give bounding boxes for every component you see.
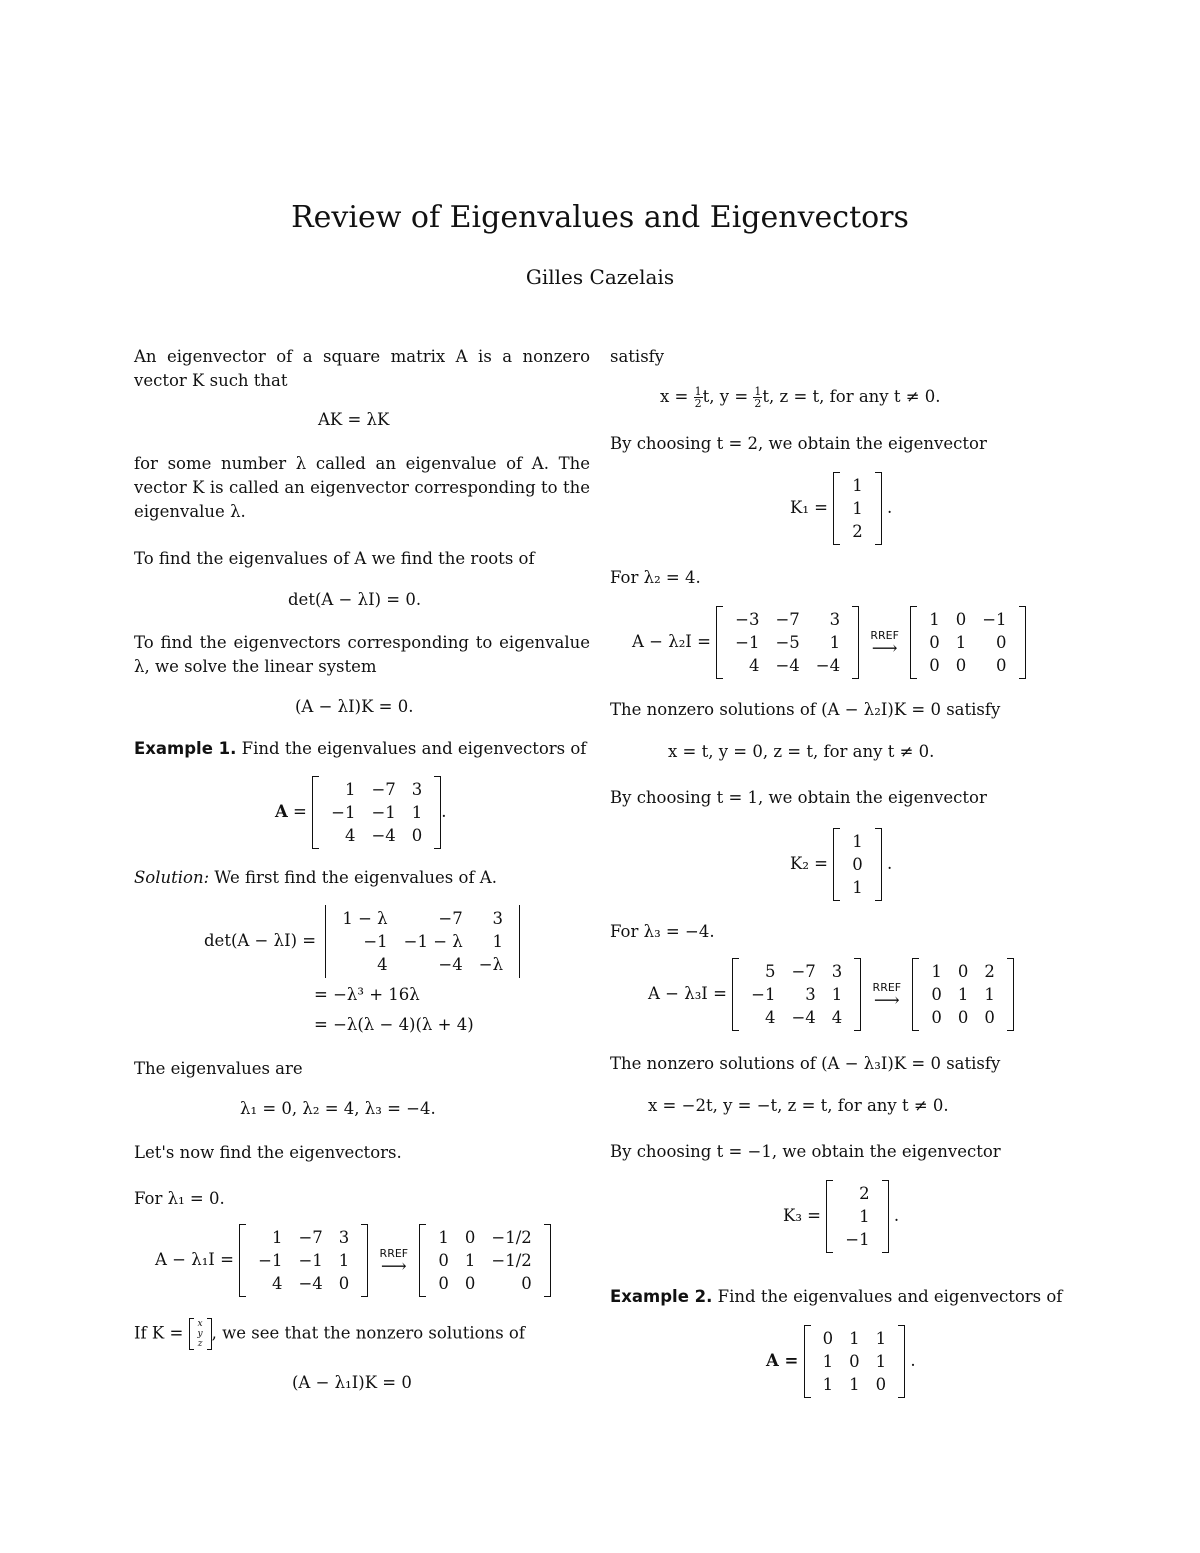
vector-k1 [833,472,882,545]
rref-lambda-1 [155,1224,551,1297]
author: Gilles Cazelais [525,265,675,289]
if-k-line: If K = x y z , we see that the nonzero solutions of [134,1319,525,1349]
det-matrix [321,905,524,978]
matrix-cell: 3 [829,610,841,629]
solution-2: x = t, y = 0, z = t, for any t ≠ 0. [668,742,935,761]
satisfy-text: satisfy [610,347,665,366]
matrix-cell: 5 [764,962,776,981]
rref-arrow: RREF ⟶ [379,1246,409,1277]
matrix-cell: 1 [852,832,863,851]
matrix-cell: −1 [845,1230,870,1249]
matrix-cell: 0 [957,1008,969,1027]
matrix-a-minus-l3 [732,958,861,1031]
matrix-cell: 2 [984,962,995,981]
matrix-cell: −1 [982,610,1007,629]
solution-paragraph [134,866,590,890]
matrix-cell: 0 [338,1274,350,1293]
matrix-cell: 0 [931,985,942,1004]
matrix-cell: 1 [852,476,863,495]
paragraph-definition: An eigenvector of a square matrix A is a nonzero vector K such that [134,347,590,390]
paragraph-eigenvalue: for some number λ called an eigenvalue of A. The vector K is called an eigenvector corresponding to the eigenvalue λ. [134,454,590,521]
matrix-cell: 4 [377,955,388,974]
matrix-cell: 1 [875,1329,887,1348]
matrix-cell: 1 [849,1375,860,1394]
matrix-cell: 0 [931,1008,942,1027]
paragraph-eigenvalues-are: The eigenvalues are [134,1059,303,1078]
matrix-cell: 1 [955,633,967,652]
matrix-cell: −1 − λ [403,932,463,951]
for-lambda-2: For λ₂ = 4. [610,568,701,587]
paragraph-find-eigenvalues: To find the eigenvalues of A we find the roots of [134,549,535,568]
equation-det: det(A − λI) = 0. [288,590,422,609]
example-1 [134,737,590,761]
matrix-a2-equation: A = 0 1 1 1 0 1 1 1 0 . [766,1325,916,1398]
matrix-cell: 1 [464,1251,476,1270]
matrix-cell: 0 [438,1274,449,1293]
matrix-cell: 4 [831,1008,843,1027]
k2-equation: K₂ = 1 0 1 . [790,828,892,901]
choose-t-1: By choosing t = 1, we obtain the eigenvector [610,788,987,807]
matrix-cell: 3 [831,962,843,981]
matrix-cell: 2 [859,1184,870,1203]
matrix-cell: 1 [831,985,843,1004]
matrix-cell: 4 [748,656,760,675]
matrix-cell: −7 [791,962,816,981]
matrix-cell: −5 [775,633,800,652]
matrix-cell: z [197,1339,203,1349]
example-1-text: Find the eigenvalues and eigenvectors of [241,739,587,758]
matrix-rref-2 [910,606,1025,679]
matrix-cell: 0 [955,656,967,675]
solution-text: We first find the eigenvalues of A. [214,868,497,887]
matrix-cell: 1 [859,1207,870,1226]
matrix-cell: 0 [438,1251,449,1270]
matrix-cell: 0 [929,656,940,675]
matrix-cell: 1 [852,878,863,897]
det-lhs: det(A − λI) = [204,931,317,950]
matrix-cell: −1 [298,1251,323,1270]
matrix-cell: −4 [791,1008,816,1027]
matrix-cell: −7 [775,610,800,629]
nonzero-solutions-2: The nonzero solutions of (A − λ₂I)K = 0 satisfy [610,700,1001,719]
matrix-cell: 0 [849,1352,860,1371]
k3-equation: K₃ = 2 1 −1 . [783,1180,899,1253]
matrix-cell: 1 [849,1329,860,1348]
solution-label: Solution: [134,868,210,887]
matrix-rref-3 [912,958,1014,1031]
vector-k2 [833,828,882,901]
paragraph-find-eigenvectors: To find the eigenvectors corresponding to eigenvalue λ, we solve the linear system [134,633,590,676]
m1-lhs: A − λ₁I = [155,1250,234,1269]
matrix-cell: 4 [344,826,356,845]
matrix-cell: −1/2 [491,1251,532,1270]
matrix-cell: −4 [815,656,841,675]
page-title: Review of Eigenvalues and Eigenvectors [291,200,909,235]
matrix-cell: 1 [931,962,942,981]
matrix-cell: 0 [929,633,940,652]
matrix-a-minus-l1 [239,1224,368,1297]
matrix-cell: 0 [957,962,969,981]
matrix-cell: −4 [298,1274,323,1293]
example-2 [610,1285,1070,1309]
matrix-cell: −1 [735,633,760,652]
matrix-cell: −1 [363,932,388,951]
matrix-cell: −1 [751,985,776,1004]
matrix-cell: −7 [298,1228,323,1247]
matrix-cell: 1 [875,1352,887,1371]
choose-t-minus-1: By choosing t = −1, we obtain the eigenvector [610,1142,1001,1161]
nonzero-solutions-3: The nonzero solutions of (A − λ₃I)K = 0 satisfy [610,1054,1001,1073]
determinant-expansion [204,905,524,978]
matrix-a-minus-l2 [716,606,859,679]
matrix-cell: 1 [822,1375,834,1394]
example-2-text: Find the eigenvalues and eigenvectors of [717,1287,1063,1306]
matrix-cell: 1 [929,610,940,629]
matrix-cell: 1 [271,1228,283,1247]
matrix-cell: −1 [371,803,396,822]
matrix-cell: 0 [996,656,1007,675]
matrix-a [312,776,441,849]
matrix-cell: −4 [371,826,396,845]
matrix-cell: −7 [438,909,463,928]
matrix-a2 [804,1325,906,1398]
matrix-cell: 4 [271,1274,283,1293]
matrix-cell: 0 [464,1274,476,1293]
matrix-cell: 0 [822,1329,834,1348]
matrix-cell: 3 [492,909,504,928]
equation-system: (A − λI)K = 0. [295,697,414,716]
solution-1: x = $\frac{1}{2}$ t, y = $\frac{1}{2}$ t, z = t, for any t ≠ 0. [660,385,941,410]
matrix-cell: 0 [984,1008,995,1027]
matrix-cell: 0 [852,855,863,874]
rref-lambda-3: A − λ₃I = 5 −7 3 −1 3 1 4 −4 4 RREF ⟶ 1 0 2 0 1 1 0 0 0 [648,958,1014,1031]
matrix-cell: 4 [764,1008,776,1027]
matrix-cell: 1 − λ [342,909,388,928]
matrix-cell: −λ [478,955,504,974]
matrix-cell: 1 [344,780,356,799]
matrix-cell: 1 [338,1251,350,1270]
matrix-cell: −7 [371,780,396,799]
matrix-cell: x [197,1319,203,1329]
equation-l1: (A − λ₁I)K = 0 [292,1373,412,1392]
matrix-cell: −4 [775,656,800,675]
matrix-cell: 1 [984,985,995,1004]
matrix-cell: 1 [492,932,504,951]
matrix-cell: 3 [805,985,816,1004]
equation-ak: AK = λK [318,410,390,429]
choose-t-2: By choosing t = 2, we obtain the eigenvector [610,434,987,453]
matrix-cell: 1 [957,985,969,1004]
matrix-cell: 1 [852,499,863,518]
matrix-k-symbolic [189,1318,212,1350]
matrix-rref-1 [419,1224,550,1297]
vector-k3 [826,1180,888,1253]
matrix-cell: −1/2 [491,1228,532,1247]
matrix-cell: −1 [331,803,356,822]
matrix-a-equation: A = 1 −7 3 −1 −1 1 4 −4 0 . [275,776,447,849]
matrix-cell: 0 [521,1274,532,1293]
matrix-cell: −3 [735,610,760,629]
matrix-cell: y [197,1329,203,1339]
fraction: $\frac{1}{2}$ [694,385,702,410]
matrix-cell: −1 [258,1251,283,1270]
k1-equation: K₁ = 1 1 2 . [790,472,892,545]
matrix-cell: 1 [438,1228,449,1247]
paragraph-find-eigenvectors-now: Let's now find the eigenvectors. [134,1143,402,1162]
example-1-label: Example 1. [134,739,237,758]
matrix-cell: 0 [955,610,967,629]
matrix-cell: 3 [338,1228,350,1247]
matrix-cell: 0 [464,1228,476,1247]
matrix-cell: 0 [875,1375,887,1394]
example-2-label: Example 2. [610,1287,713,1306]
rref-lambda-2: A − λ₂I = −3 −7 3 −1 −5 1 4 −4 −4 RREF ⟶ 1 0 −1 0 1 0 0 0 0 [632,606,1026,679]
matrix-cell: 1 [411,803,423,822]
matrix-cell: 0 [411,826,423,845]
matrix-cell: 0 [996,633,1007,652]
matrix-cell: 1 [822,1352,834,1371]
matrix-cell: −4 [438,955,463,974]
for-lambda-3: For λ₃ = −4. [610,922,715,941]
matrix-cell: 1 [829,633,841,652]
for-lambda-1: For λ₁ = 0. [134,1189,225,1208]
solution-3: x = −2t, y = −t, z = t, for any t ≠ 0. [648,1096,949,1115]
matrix-cell: 3 [411,780,423,799]
det-line-2: = −λ³ + 16λ [314,985,420,1004]
det-line-3: = −λ(λ − 4)(λ + 4) [314,1015,474,1034]
eigenvalues-list: λ₁ = 0, λ₂ = 4, λ₃ = −4. [240,1099,436,1118]
matrix-cell: 2 [852,522,863,541]
